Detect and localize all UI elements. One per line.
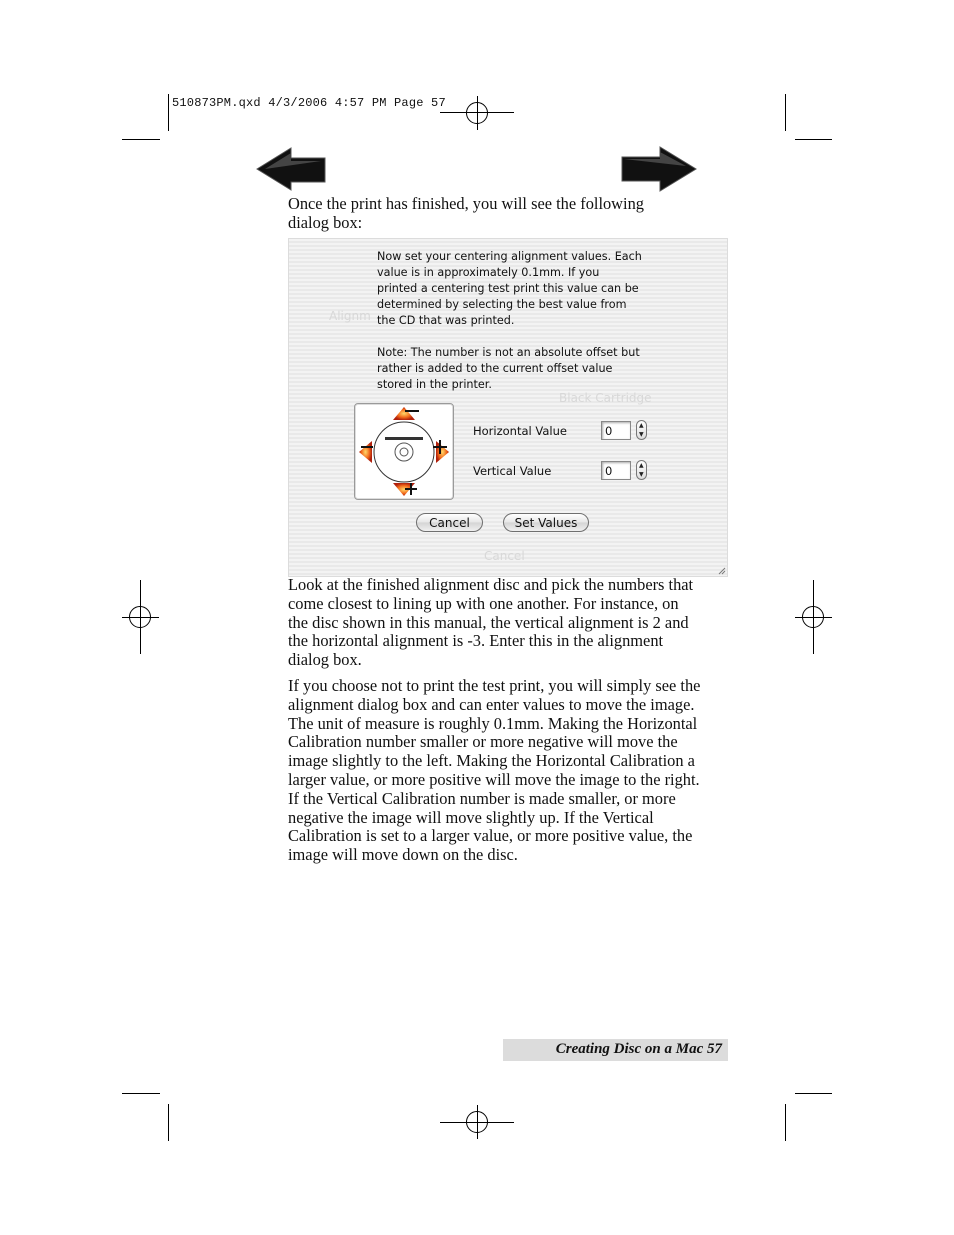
paragraph-no-test-print — [288, 677, 700, 865]
crop-mark — [795, 1093, 832, 1094]
text-line: image slightly to the left. Making the Horizontal Calibration a — [288, 751, 695, 771]
set-values-button[interactable]: Set Values — [503, 513, 589, 532]
message-line: the CD that was printed. — [377, 314, 515, 327]
disc-preview — [354, 403, 454, 500]
text-line: Calibration is set to a larger value, or more positive value, the — [288, 826, 693, 846]
message-line: determined by selecting the best value from — [377, 298, 627, 311]
registration-circle — [802, 606, 824, 628]
message-line: Note: The number is not an absolute offset but — [377, 346, 640, 359]
crop-mark — [785, 94, 786, 131]
text-line: the disc shown in this manual, the vertical alignment is 2 and — [288, 612, 689, 632]
horizontal-value-label: Horizontal Value — [473, 424, 567, 438]
right-arrow-icon[interactable] — [620, 146, 698, 192]
message-line: stored in the printer. — [377, 378, 492, 391]
registration-circle — [466, 1111, 488, 1133]
text-line: alignment dialog box and can enter values to move the image. — [288, 694, 695, 714]
vertical-value-stepper[interactable] — [636, 460, 647, 480]
crop-mark — [168, 1104, 169, 1141]
text-line: The unit of measure is roughly 0.1mm. Making the Horizontal — [288, 713, 698, 733]
message-line — [377, 329, 677, 345]
text-line: If you choose not to print the test print, you will simply see the — [288, 676, 701, 695]
vertical-value-input[interactable]: 0 — [601, 461, 631, 480]
cancel-button[interactable]: Cancel — [416, 513, 483, 532]
text-line: larger value, or more positive will move the image to the right. — [288, 769, 700, 789]
stepper-down-icon[interactable]: ▼ — [639, 431, 644, 438]
left-arrow-icon[interactable] — [255, 146, 327, 192]
text-line: Once the print has finished, you will see the following — [288, 194, 644, 213]
ghost-window-text: Alignm — [329, 309, 371, 323]
crop-mark — [168, 94, 169, 131]
text-line: dialog box: — [288, 212, 363, 232]
disc-alignment-icon — [355, 404, 453, 499]
stepper-down-icon[interactable]: ▼ — [639, 471, 644, 478]
intro-paragraph — [288, 195, 644, 233]
text-line: negative the image will move slightly up. If the Vertical — [288, 807, 654, 827]
text-line: come closest to lining up with one another. For instance, on — [288, 593, 679, 613]
text-line: Calibration number smaller or more negative will move the — [288, 732, 678, 752]
text-line: image will move down on the disc. — [288, 845, 518, 865]
footer-text: Creating Disc on a Mac 57 — [555, 1041, 722, 1057]
slug-line: 510873PM.qxd 4/3/2006 4:57 PM Page 57 — [172, 96, 446, 110]
text-line: If the Vertical Calibration number is made smaller, or more — [288, 788, 676, 808]
paragraph-alignment-disc — [288, 576, 693, 670]
registration-circle — [129, 606, 151, 628]
crop-mark — [122, 1093, 160, 1094]
crop-mark — [122, 139, 160, 140]
message-line: value is in approximately 0.1mm. If you — [377, 266, 600, 279]
registration-circle — [466, 102, 488, 124]
dialog-message — [377, 249, 677, 393]
vertical-value-label: Vertical Value — [473, 464, 552, 478]
text-line: the horizontal alignment is -3. Enter this in the alignment — [288, 631, 664, 651]
ghost-window-text: Cancel — [484, 549, 525, 563]
ghost-window-text: Black Cartridge — [559, 391, 652, 405]
page-footer — [503, 1039, 728, 1061]
horizontal-value-stepper[interactable] — [636, 420, 647, 440]
message-line: rather is added to the current offset value — [377, 362, 613, 375]
message-line: Now set your centering alignment values. Each — [377, 250, 642, 263]
text-line: dialog box. — [288, 650, 362, 670]
stepper-up-icon[interactable]: ▲ — [639, 462, 644, 469]
resize-grip-icon[interactable] — [718, 567, 726, 575]
horizontal-value-input[interactable]: 0 — [601, 421, 631, 440]
message-line: printed a centering test print this value can be — [377, 282, 639, 295]
alignment-dialog — [288, 238, 728, 577]
stepper-up-icon[interactable]: ▲ — [639, 422, 644, 429]
crop-mark — [795, 139, 832, 140]
crop-mark — [785, 1104, 786, 1141]
text-line: Look at the finished alignment disc and pick the numbers that — [288, 575, 694, 594]
